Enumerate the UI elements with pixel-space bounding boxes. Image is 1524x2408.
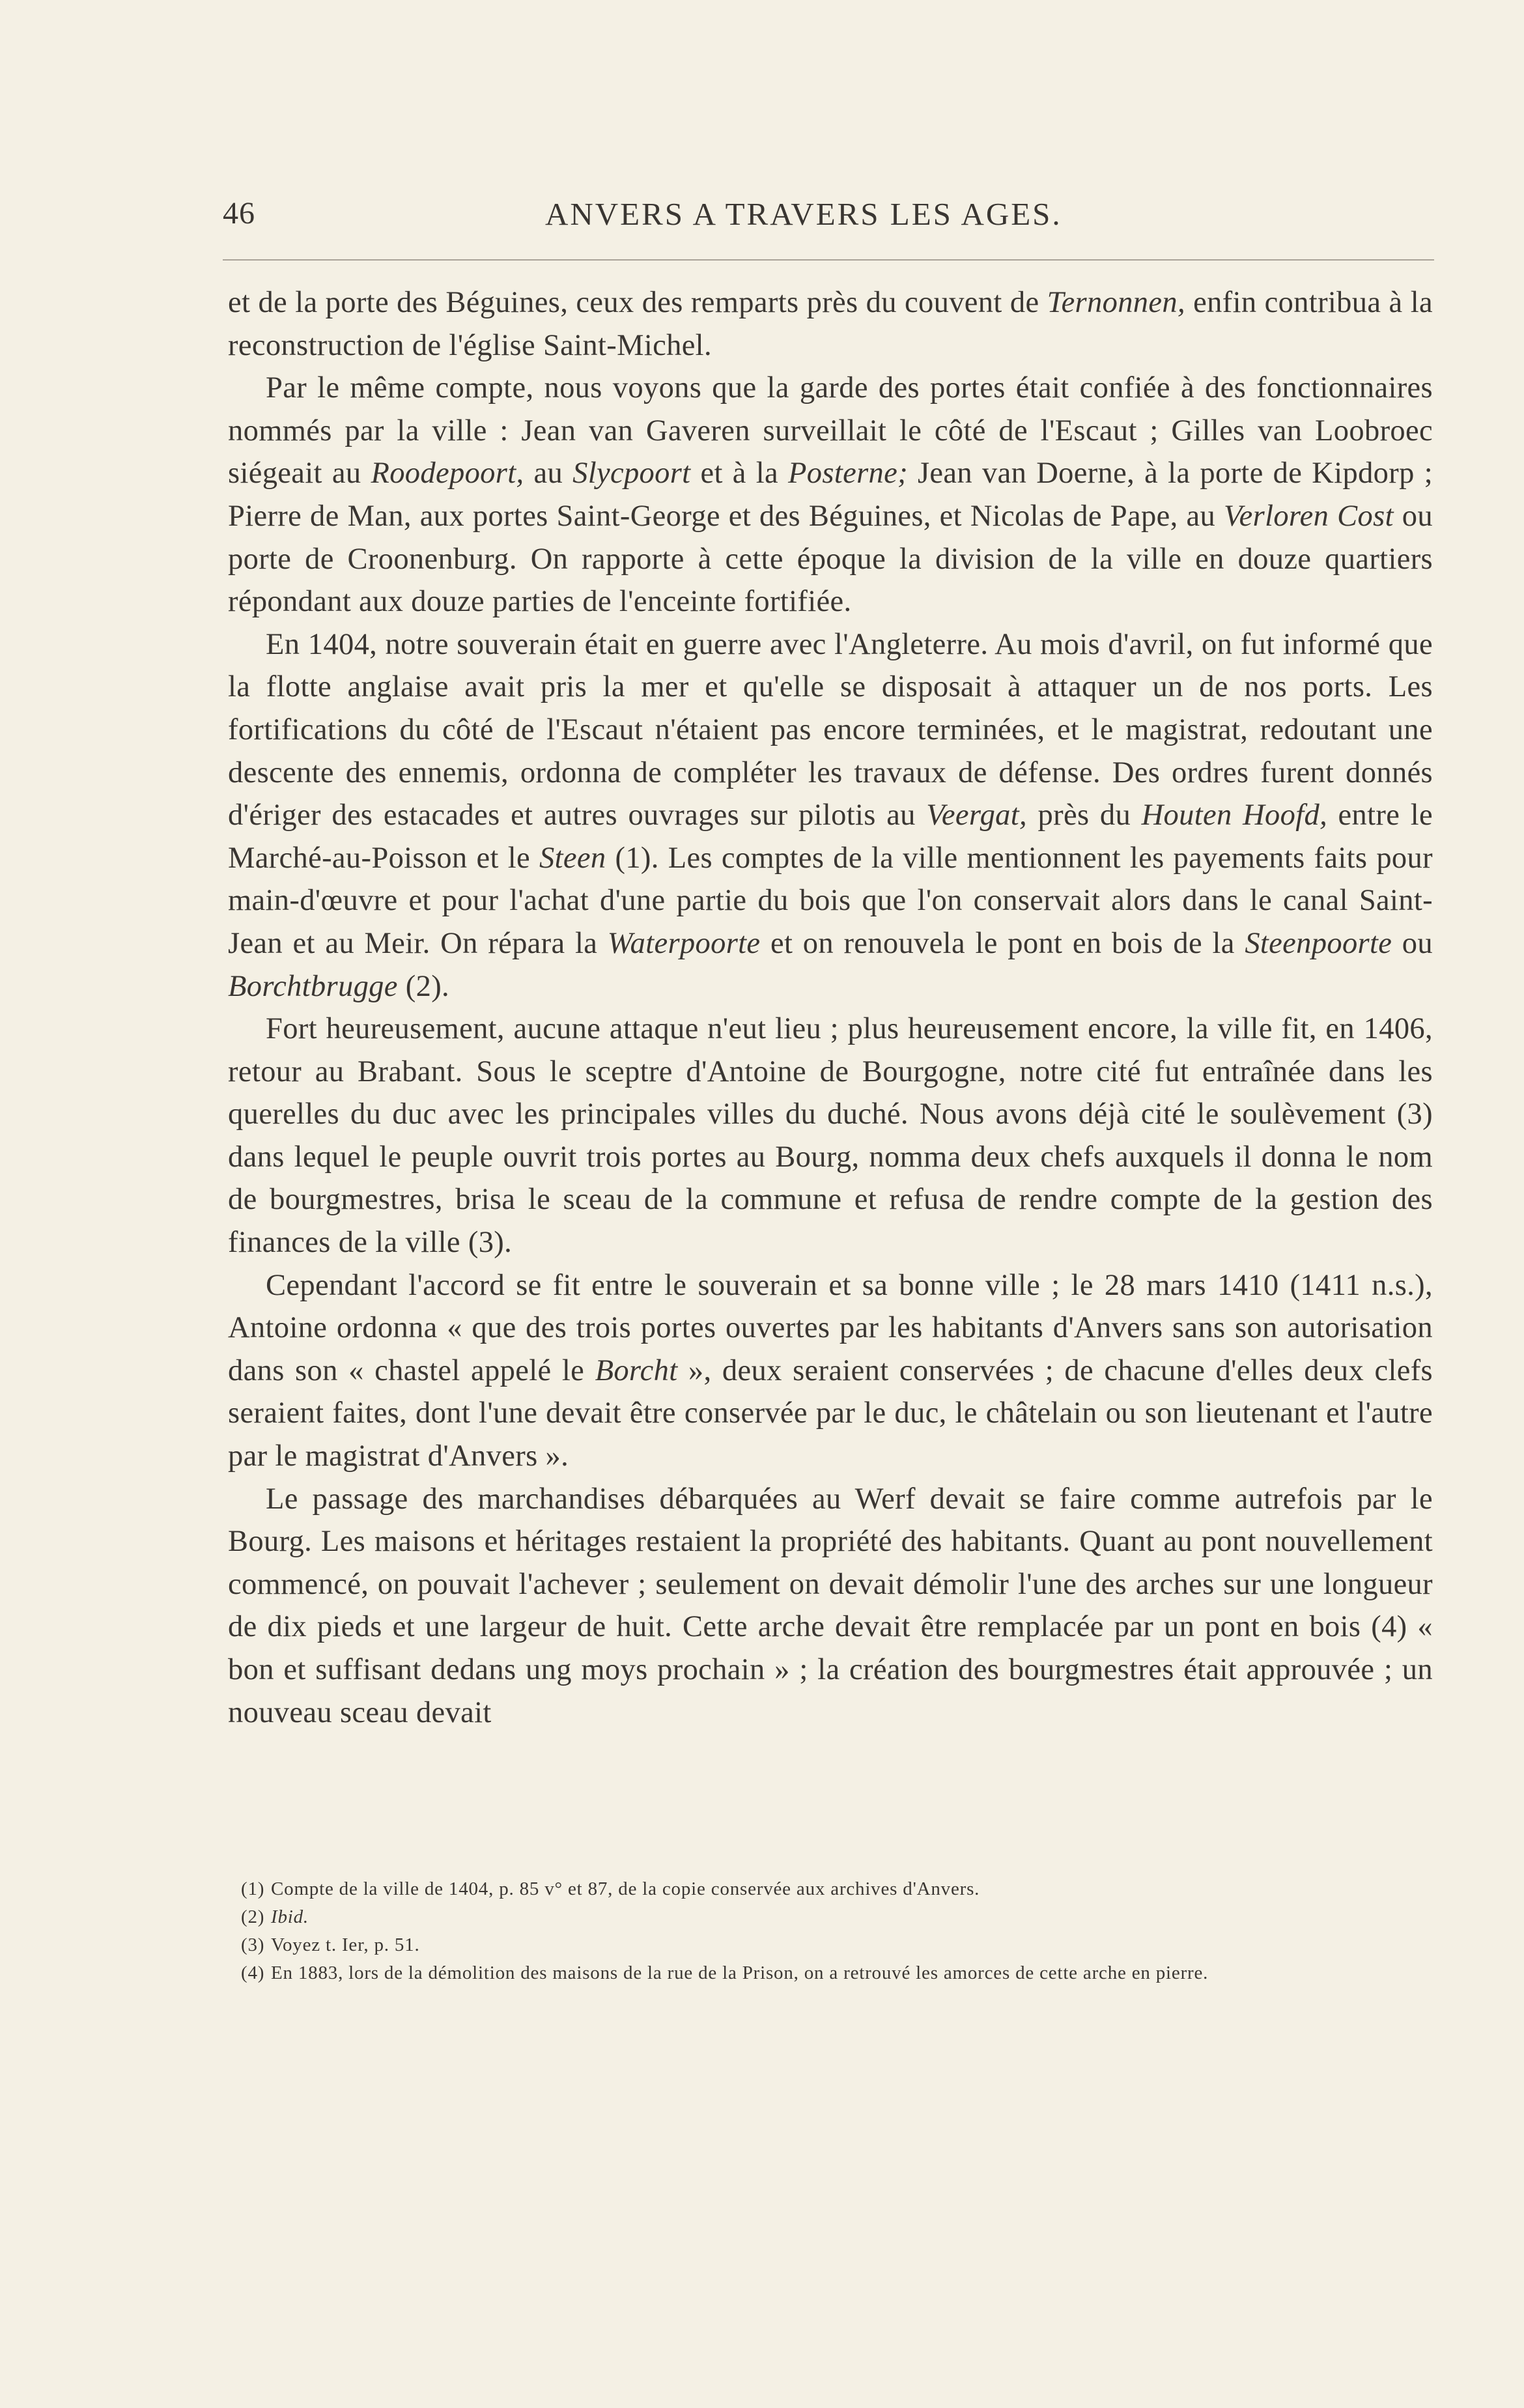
footnote-text: Ibid. (271, 1906, 309, 1927)
text-run: En 1404, notre souverain était en guerre avec l'Angleterre. Au mois d'avril, on fut informé que la flotte anglaise avait pris la mer et qu'elle se disposait à attaquer un de nos ports. Les fortifications du côté de l'Escaut n'étaient pas encore terminées, et le magistrat, redoutant une descente des ennemis, ordonna de compléter les travaux de défense. Des ordres furent donnés d'ériger des estacades et autres ouvrages sur pilotis au (228, 627, 1433, 832)
footnote-text: En 1883, lors de la démolition des maisons de la rue de la Prison, on a retrouvé les amorces de cette arche en pierre. (271, 1962, 1209, 1983)
body-text (228, 281, 1433, 1734)
text-run: ou (1392, 926, 1433, 960)
text-run: et de la porte des Béguines, ceux des remparts près du couvent de (228, 286, 1047, 319)
text-run: et on renouvela le pont en bois de la (760, 926, 1245, 960)
footnote-mark: (4) (241, 1962, 265, 1983)
text-run: Par le même compte, nous voyons que la garde des portes était confiée à des fonctionnaires nommés par la ville : Jean van Gaveren surveillait le côté de l'Escaut ; Gilles van Loobroec siégeait au (228, 371, 1433, 490)
footnotes (241, 1876, 1439, 1988)
page-number: 46 (223, 196, 255, 231)
footnote-mark: (1) (241, 1878, 265, 1899)
paragraph-continued (228, 281, 1433, 367)
italic-place-name: Veergat, (926, 799, 1028, 832)
italic-place-name: Houten Hoofd, (1141, 799, 1328, 832)
text-run: enfin contribua à la reconstruction de l'église Saint-Michel. (228, 286, 1433, 362)
footnote-text: Compte de la ville de 1404, p. 85 v° et 87, de la copie conservée aux archives d'Anvers. (271, 1878, 980, 1899)
text-run: au (524, 457, 573, 490)
paragraph-passage: Le passage des marchandises débarquées au Werf devait se faire comme autrefois par le Bourg. Les maisons et héritages restaient la propriété des habitants. Quant au pont nouvellement commencé, on pouvait l'achever ; seulement on devait démolir l'une des arches sur une longueur de dix pieds et une largeur de huit. Cette arche devait être remplacée par un pont en bois (4) « bon et suffisant dedans ung moys prochain » ; la création des bourgmestres était approuvée ; un nouveau sceau devait (228, 1482, 1433, 1729)
text-run: et à la (690, 457, 789, 490)
page-header (223, 195, 1434, 248)
text-run: près du (1027, 799, 1142, 832)
text-run: (2). (397, 969, 450, 1003)
text-run: (1). Les comptes de la ville mentionnent les payements faits pour main-d'œuvre et pour l'achat d'une partie du bois que l'on conservait alors dans le canal Saint-Jean et au Meir. On répara la (228, 841, 1433, 960)
italic-place-name: Slycpoort (572, 457, 691, 490)
running-title: ANVERS A TRAVERS LES AGES. (545, 196, 1062, 232)
paragraph-accord (228, 1264, 1433, 1478)
paragraph-1406: Fort heureusement, aucune attaque n'eut lieu ; plus heureusement encore, la ville fit, en 1406, retour au Brabant. Sous le sceptre d'Antoine de Bourgogne, notre cité fut entraînée dans les querelles du duc avec les principales villes du duché. Nous avons déjà cité le soulèvement (3) dans lequel le peuple ouvrit trois portes au Bourg, nomma deux chefs auxquels il donna le nom de bourgmestres, brisa le sceau de la commune et refusa de rendre compte de la gestion des finances de la ville (3). (228, 1012, 1433, 1260)
footnote-mark: (2) (241, 1906, 265, 1927)
italic-place-name: Steen (539, 841, 606, 875)
italic-place-name: Borcht (595, 1353, 678, 1387)
text-run: entre le Marché-au-Poisson et le (228, 799, 1433, 875)
italic-place-name: Borchtbrugge (228, 969, 398, 1003)
text-run: ou porte de Croonenburg. On rapporte à cette époque la division de la ville en douze quartiers répondant aux douze parties de l'enceinte fortifiée. (228, 499, 1433, 619)
italic-place-name: Verloren Cost (1224, 499, 1394, 533)
italic-place-name: Ternonnen, (1047, 286, 1185, 319)
text-run: », deux seraient conservées ; de chacune d'elles deux clefs seraient faites, dont l'une devait être conservée par le duc, le châtelain ou son lieutenant et l'autre par le magistrat d'Anvers ». (228, 1353, 1433, 1473)
italic-place-name: Roodepoort, (371, 457, 524, 490)
italic-place-name: Posterne; (788, 457, 908, 490)
text-run: Jean van Doerne, à la porte de Kipdorp ; Pierre de Man, aux portes Saint-George et des Béguines, et Nicolas de Pape, au (228, 457, 1433, 533)
paragraph-gatekeepers (228, 367, 1433, 623)
footnote-text: Voyez t. Ier, p. 51. (271, 1934, 420, 1955)
footnote-1 (241, 1876, 1439, 1902)
footnote-4 (241, 1960, 1439, 1986)
footnote-3 (241, 1932, 1439, 1958)
text-run: Cependant l'accord se fit entre le souverain et sa bonne ville ; le 28 mars 1410 (1411 n.s.), Antoine ordonna « que des trois portes ouvertes par les habitants d'Anvers sans son autorisation dans son « chastel appelé le (228, 1268, 1433, 1387)
footnote-2 (241, 1904, 1439, 1930)
paragraph-1404 (228, 623, 1433, 1008)
header-rule (223, 259, 1434, 261)
italic-place-name: Steenpoorte (1245, 926, 1392, 960)
italic-place-name: Waterpoorte (607, 926, 761, 960)
footnote-mark: (3) (241, 1934, 265, 1955)
